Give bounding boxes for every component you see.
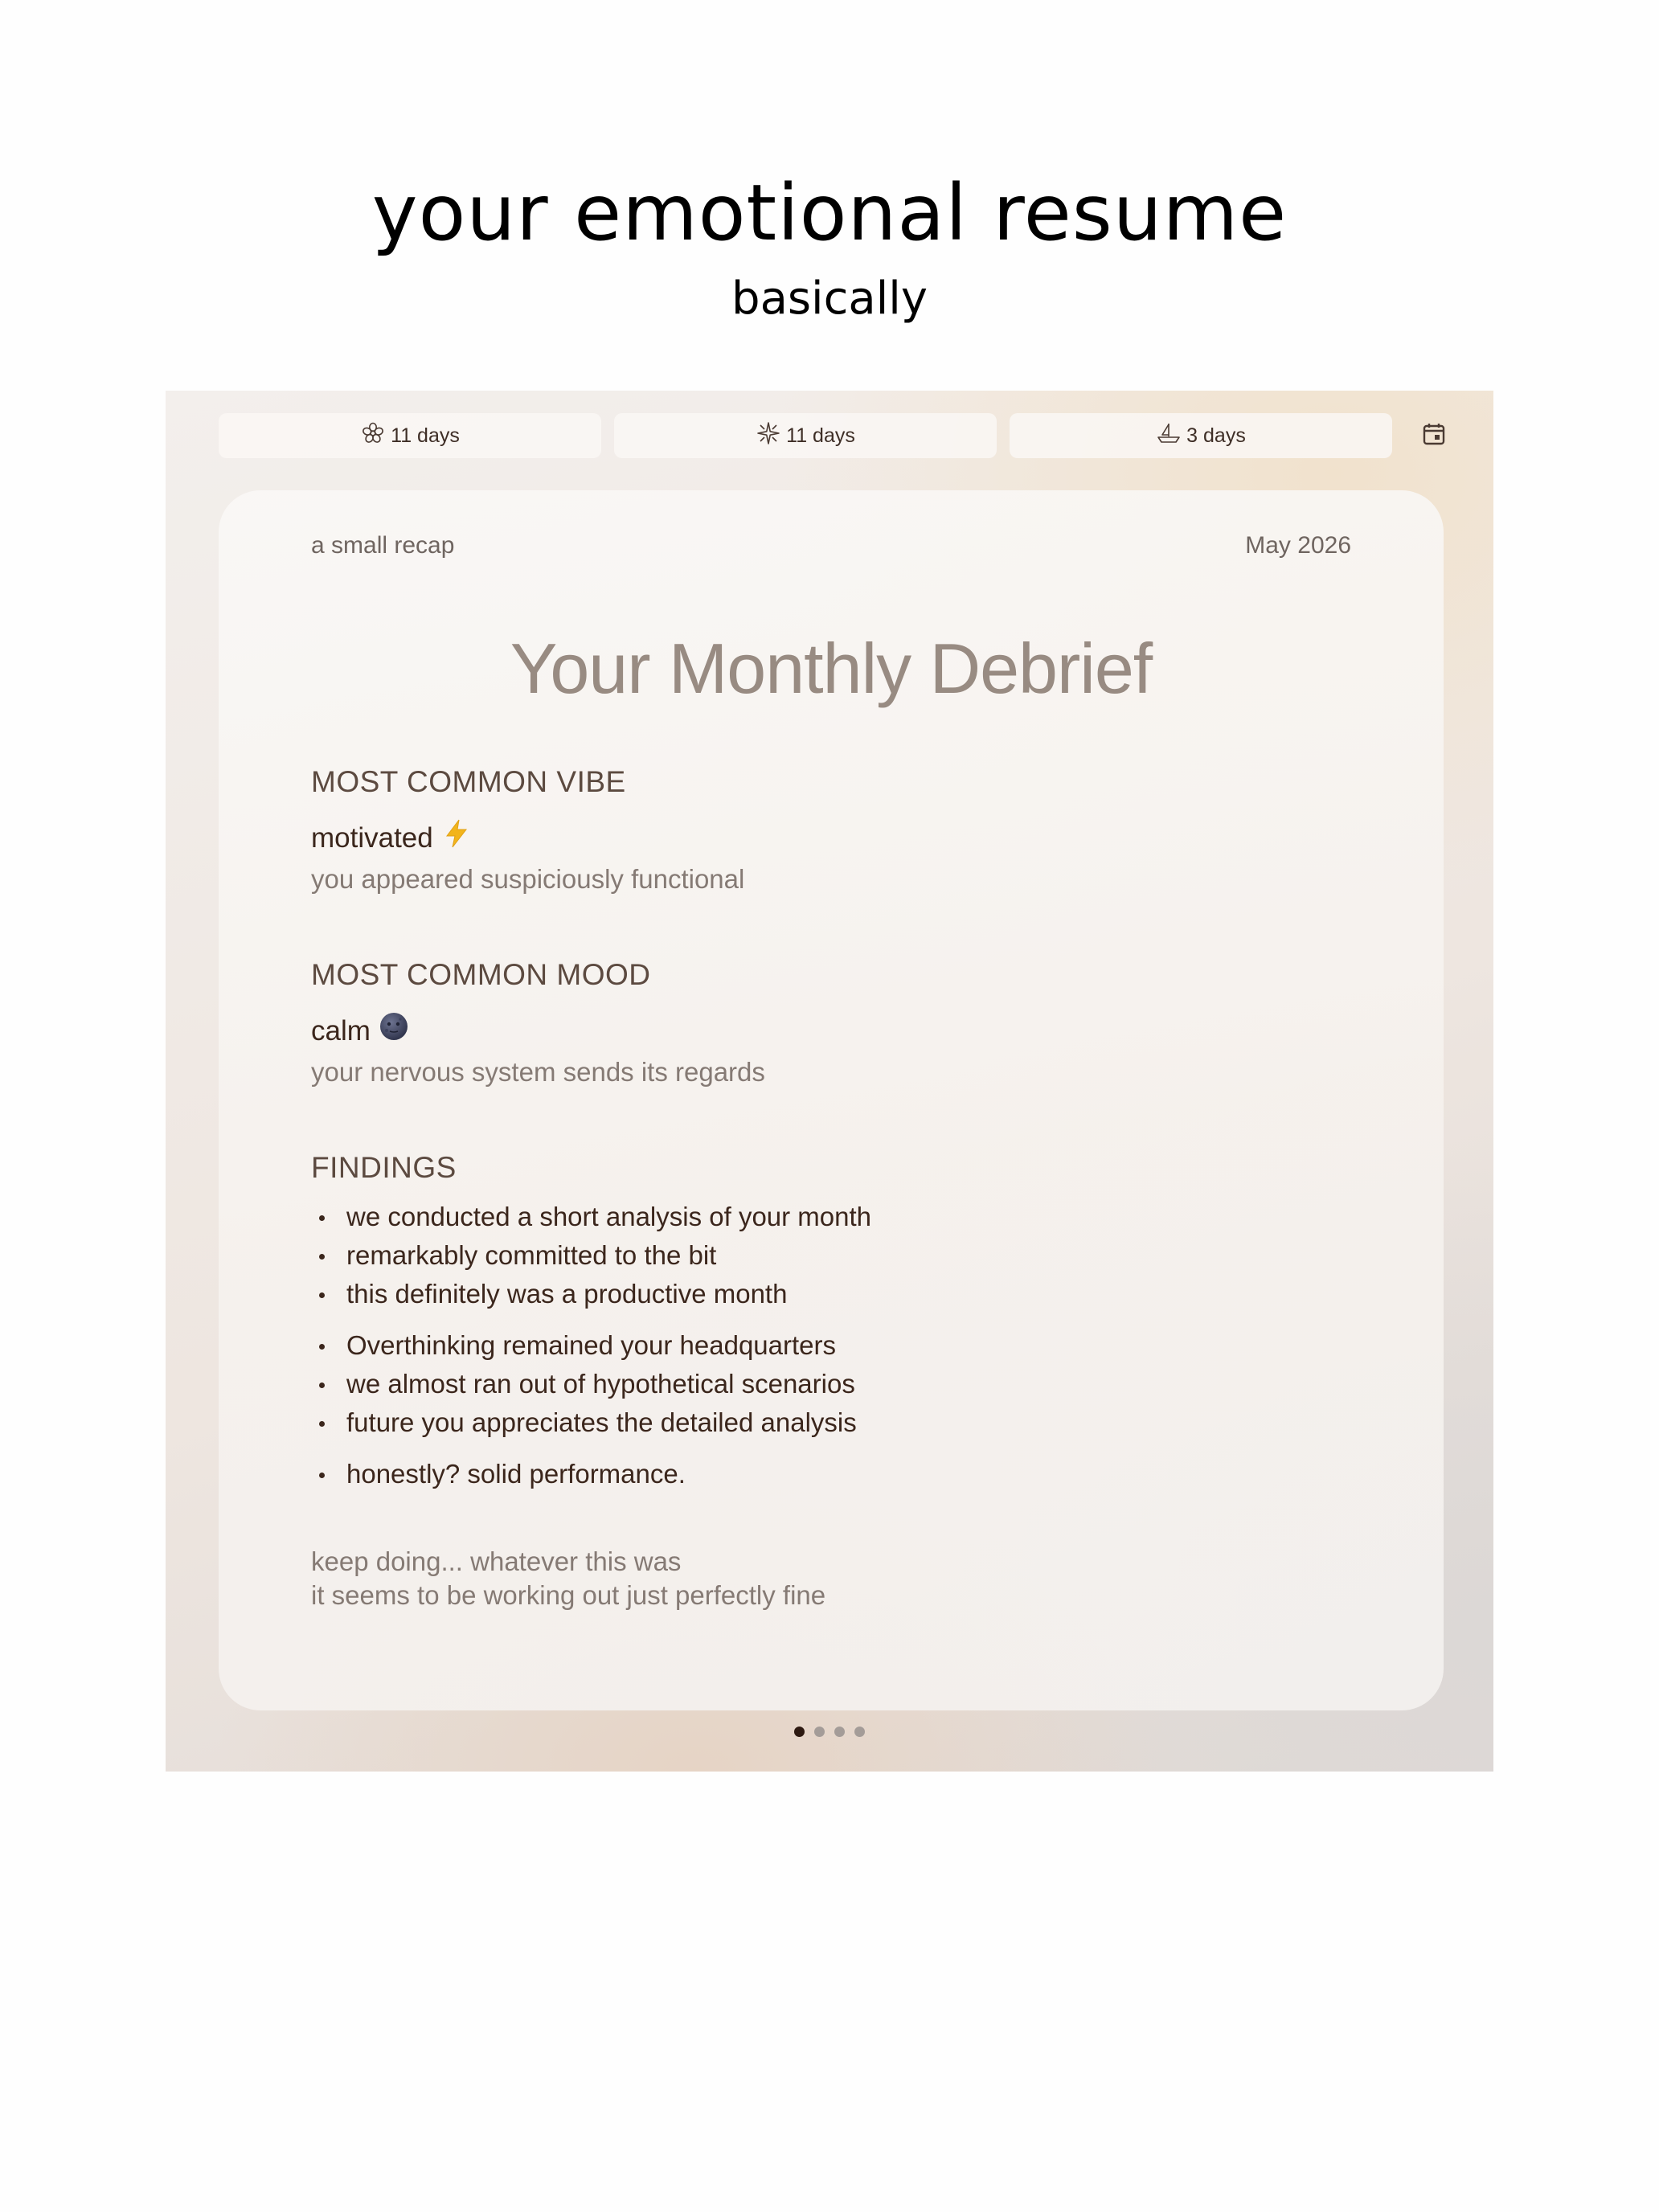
- findings-group: [311, 1198, 1351, 1313]
- vibe-value: motivated: [311, 822, 433, 854]
- streak-pill-sparkle[interactable]: [614, 413, 997, 458]
- closing-line: it seems to be working out just perfectly fine: [311, 1580, 826, 1610]
- finding-item: remarkably committed to the bit: [311, 1236, 1351, 1275]
- monthly-debrief-card: [219, 490, 1444, 1710]
- findings-heading: FINDINGS: [311, 1151, 457, 1184]
- vibe-heading: MOST COMMON VIBE: [311, 765, 626, 798]
- closing-line: keep doing... whatever this was: [311, 1546, 682, 1576]
- finding-item: honestly? solid performance.: [311, 1455, 1351, 1493]
- sparkle-icon: [756, 420, 786, 452]
- flower-icon: [360, 420, 391, 452]
- card-kicker: a small recap: [311, 532, 455, 559]
- finding-item: we conducted a short analysis of your month: [311, 1198, 1351, 1236]
- page-dot[interactable]: [814, 1727, 825, 1737]
- findings-list: [311, 1198, 1351, 1493]
- mood-value: calm: [311, 1015, 371, 1047]
- mood-section: [311, 956, 1351, 1090]
- closing-note: [311, 1545, 825, 1612]
- mood-note: your nervous system sends its regards: [311, 1057, 765, 1087]
- findings-group: [311, 1326, 1351, 1442]
- calendar-button[interactable]: [1411, 413, 1456, 458]
- streak-label: 11 days: [391, 424, 460, 447]
- page-dot[interactable]: [834, 1727, 845, 1737]
- streak-pill-flower[interactable]: [219, 413, 601, 458]
- findings-section: [311, 1149, 1351, 1493]
- streak-pill-boat[interactable]: [1010, 413, 1392, 458]
- lightning-bolt-icon: [433, 818, 470, 858]
- mood-heading: MOST COMMON MOOD: [311, 958, 651, 991]
- new-moon-face-icon: [371, 1011, 409, 1051]
- hero-subtitle: basically: [731, 272, 928, 325]
- streak-label: 3 days: [1186, 424, 1246, 447]
- vibe-note: you appeared suspiciously functional: [311, 864, 745, 894]
- vibe-section: [311, 764, 1351, 897]
- boat-icon: [1156, 420, 1186, 452]
- calendar-icon: [1420, 420, 1448, 452]
- card-title: Your Monthly Debrief: [510, 629, 1153, 708]
- finding-item: future you appreciates the detailed analysis: [311, 1403, 1351, 1442]
- page-dot-active[interactable]: [794, 1727, 805, 1737]
- card-header: [311, 532, 1351, 559]
- mood-value-row: [311, 1011, 1351, 1051]
- page-dot[interactable]: [854, 1727, 865, 1737]
- streak-label: 11 days: [786, 424, 855, 447]
- hero-title: your emotional resume: [371, 168, 1288, 258]
- finding-item: this definitely was a productive month: [311, 1275, 1351, 1313]
- app-screen: [166, 391, 1493, 1772]
- streak-bar: [219, 413, 1456, 458]
- findings-group: [311, 1455, 1351, 1493]
- card-date: May 2026: [1245, 532, 1351, 559]
- finding-item: Overthinking remained your headquarters: [311, 1326, 1351, 1365]
- vibe-value-row: [311, 818, 1351, 858]
- page-indicator: [166, 1727, 1493, 1737]
- finding-item: we almost ran out of hypothetical scenarios: [311, 1365, 1351, 1403]
